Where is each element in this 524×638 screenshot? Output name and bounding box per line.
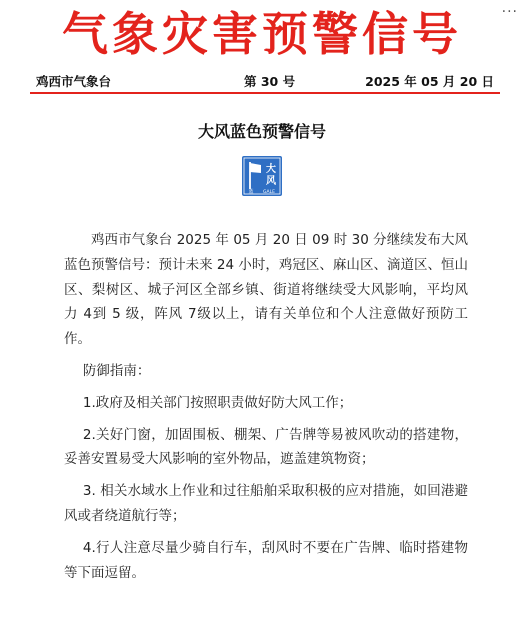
guide-heading: 防御指南： <box>82 362 151 379</box>
icon-label-line1: 大 <box>266 164 276 175</box>
overflow-menu-icon[interactable]: ··· <box>501 4 518 20</box>
icon-corner-char: 蓝 <box>248 189 254 195</box>
warning-body <box>64 228 468 592</box>
guide-item-1: 1.政府及相关部门按照职责做好防大风工作； <box>82 394 353 411</box>
issuer-name: 鸡西市气象台 <box>36 74 112 89</box>
issue-number: 第 30 号 <box>244 74 296 89</box>
document-title: 大风蓝色预警信号 <box>197 122 326 141</box>
icon-label-line2: 风 <box>266 176 276 187</box>
guide-item-2: 2.关好门窗，加固围板、棚架、广告牌等易被风吹动的搭建物，妥善安置易受大风影响的室外物品，遮盖建筑物资； <box>64 426 468 468</box>
blue-gale-warning-icon <box>242 156 282 196</box>
guide-item-3: 3. 相关水域水上作业和过往船舶采取积极的应对措施，如回港避风或者绕道航行等； <box>64 483 468 524</box>
issue-date: 2025 年 05 月 20 日 <box>365 74 494 89</box>
warning-paragraph: 鸡西市气象台 2025 年 05 月 20 日 09 时 30 分继续发布大风蓝色预警信号：预计未来 24 小时，鸡冠区、麻山区、滴道区、恒山区、梨树区、城子河区全部乡镇、街道将继续受大风影响，平均风力 4到 5 级，阵风 7级以上，请有关单位和个人注意做好预防工作。 <box>64 232 468 348</box>
guide-item-4: 4.行人注意尽量少骑自行车，刮风时不要在广告牌、临时搭建物等下面逗留。 <box>64 539 468 581</box>
icon-subtext: GALE <box>263 190 275 195</box>
document-meta-row <box>36 72 494 90</box>
masthead-title: 气象灾害预警信号 <box>62 7 462 61</box>
header-divider <box>30 92 500 94</box>
